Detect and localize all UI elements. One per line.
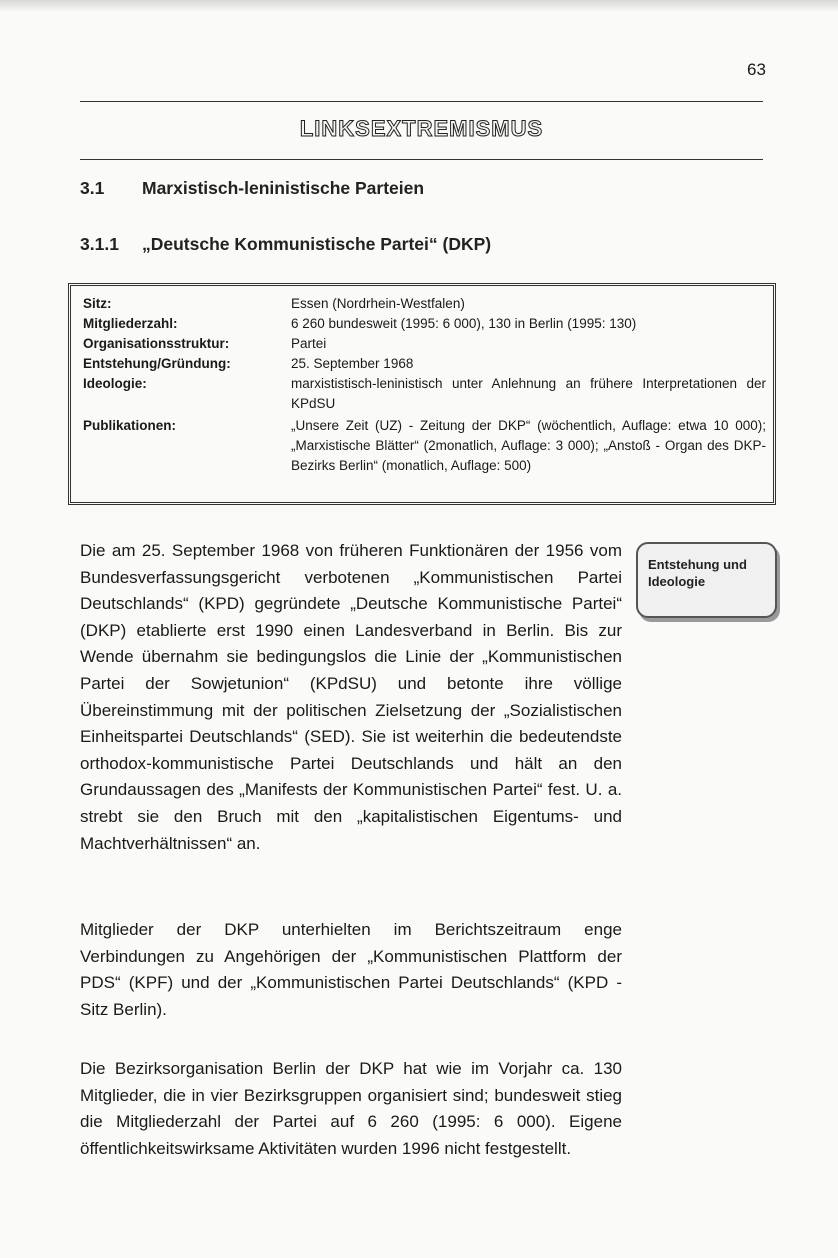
paragraph-entstehung: Die am 25. September 1968 von früheren Funktionären der 1956 vom Bundesverfassungsgericht verbotenen „Kommunistischen Partei Deutschlands“ (KPD) gegründete „Deutsche Kommunistische Partei“ (DKP) etablierte erst 1990 einen Landesverband in Berlin. Bis zur Wende übernahm sie bedingungslos die Linie der „Kommunistischen Partei der Sowjetunion“ (KPdSU) und betonte ihre völlige Übereinstimmung mit der politischen Zielsetzung der „Sozialistischen Einheitspartei Deutschlands“ (SED). Sie ist weiterhin die bedeutendste orthodox-kommunistische Partei Deutschlands und hält an den Grundaussagen des „Manifests der Kommunistischen Partei“ fest. U. a. strebt sie den Bruch mit den „kapitalistischen Eigentums- und Machtverhältnissen“ an. [80, 541, 622, 853]
fact-label: Mitgliederzahl: [83, 316, 178, 331]
fact-box [68, 283, 776, 505]
fact-label: Sitz: [83, 296, 112, 311]
running-head: LINKSEXTREMISMUS [299, 116, 544, 141]
fact-value: marxististisch-leninistisch unter Anlehnung an frühere Interpretationen der KPdSU [291, 376, 766, 411]
fact-value: „Unsere Zeit (UZ) - Zeitung der DKP“ (wöchentlich, Auflage: etwa 10 000); „Marxistische Blätter“ (2monatlich, Auflage: 3 000); „Anstoß - Organ des DKP-Bezirks Berlin“ (monatlich, Auflage: 500) [291, 418, 766, 473]
fact-value: Essen (Nordrhein-Westfalen) [291, 296, 465, 311]
header-rule-bottom [80, 159, 763, 160]
subsection-heading [80, 234, 491, 255]
paragraph-bezirksorganisation: Die Bezirksorganisation Berlin der DKP hat wie im Vorjahr ca. 130 Mitglieder, die in vier Bezirksgruppen organisiert sind; bundesweit stieg die Mitgliederzahl der Partei auf 6 260 (1995: 6 000). Eigene öffentlichkeitswirksame Aktivitäten wurden 1996 nicht festgestellt. [80, 1059, 622, 1158]
subsection-title: „Deutsche Kommunistische Partei“ (DKP) [142, 234, 492, 254]
section-heading [80, 178, 424, 199]
subsection-number: 3.1.1 [80, 234, 119, 254]
section-number: 3.1 [80, 178, 105, 198]
fact-label: Publikationen: [83, 418, 177, 433]
fact-label: Organisationsstruktur: [83, 336, 230, 351]
section-title: Marxistisch-leninistische Parteien [142, 178, 425, 198]
page-number: 63 [747, 60, 766, 79]
fact-value: Partei [291, 336, 327, 351]
fact-value: 25. September 1968 [291, 356, 414, 371]
margin-tab [636, 542, 777, 618]
scan-edge-shadow [0, 0, 838, 12]
margin-tab-label: Entstehung und Ideologie [648, 557, 747, 589]
paragraph-verbindungen: Mitglieder der DKP unterhielten im Berichtszeitraum enge Verbindungen zu Angehörigen der „Kommunistischen Plattform der PDS“ (KPF) und der „Kommunistischen Partei Deutschlands“ (KPD - Sitz Berlin). [80, 920, 622, 1019]
fact-label: Ideologie: [83, 376, 147, 391]
fact-value: 6 260 bundesweit (1995: 6 000), 130 in Berlin (1995: 130) [291, 316, 637, 331]
fact-label: Entstehung/Gründung: [83, 356, 231, 371]
header-rule-top [80, 101, 763, 102]
